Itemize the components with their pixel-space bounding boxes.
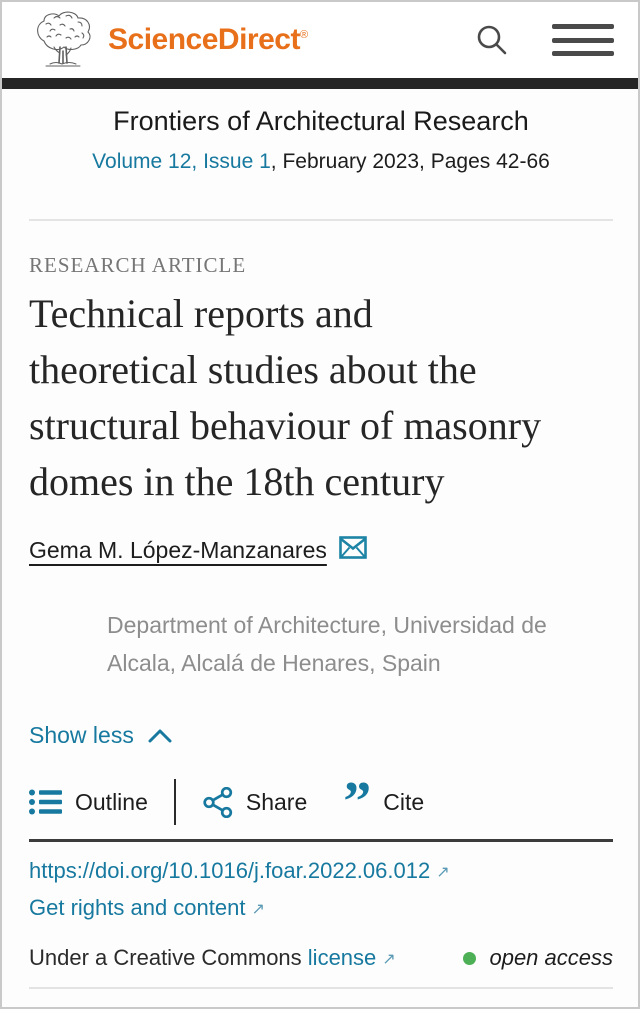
toolbar-divider bbox=[174, 779, 176, 825]
external-link-icon: ↗ bbox=[382, 949, 396, 968]
author-affiliation bbox=[107, 606, 587, 682]
affiliation-line: Department of Architecture, Universidad de bbox=[107, 612, 547, 638]
site-header bbox=[2, 2, 638, 78]
menu-icon[interactable] bbox=[552, 23, 614, 57]
registered-mark: ® bbox=[299, 29, 308, 41]
article-title-line: theoretical studies about the bbox=[29, 347, 477, 392]
license-text bbox=[29, 945, 396, 971]
affiliation-line: Alcala, Alcalá de Henares, Spain bbox=[107, 650, 441, 676]
author-link[interactable]: Gema M. López-Manzanares bbox=[29, 536, 327, 563]
license-link[interactable]: license bbox=[307, 945, 377, 970]
cite-label: Cite bbox=[383, 788, 425, 815]
article-toolbar bbox=[29, 771, 613, 833]
open-access-dot-icon bbox=[463, 952, 476, 965]
share-label: Share bbox=[245, 788, 308, 815]
search-icon[interactable] bbox=[474, 22, 510, 58]
email-icon[interactable] bbox=[339, 536, 367, 564]
doi-link[interactable]: https://doi.org/10.1016/j.foar.2022.06.012 bbox=[29, 858, 431, 883]
article-title-line: structural behaviour of masonry bbox=[29, 403, 542, 448]
article-main bbox=[2, 89, 638, 989]
content-divider-dark bbox=[29, 839, 613, 842]
chevron-up-icon bbox=[148, 729, 172, 743]
cite-button[interactable] bbox=[343, 771, 425, 833]
outline-button[interactable] bbox=[29, 788, 148, 816]
journal-title[interactable]: Frontiers of Architectural Research bbox=[113, 106, 529, 136]
section-divider bbox=[29, 219, 613, 221]
brand-text: ScienceDirect bbox=[108, 23, 300, 56]
rights-link[interactable]: Get rights and content bbox=[29, 895, 246, 920]
show-less-label: Show less bbox=[29, 722, 134, 748]
external-link-icon: ↗ bbox=[436, 862, 450, 881]
rights-line bbox=[29, 895, 613, 923]
author-row bbox=[29, 536, 613, 564]
external-link-icon: ↗ bbox=[251, 899, 265, 918]
issue-line bbox=[29, 149, 613, 175]
menu-bar bbox=[552, 38, 614, 43]
license-row bbox=[29, 945, 613, 971]
issue-date-pages: , February 2023, Pages 42-66 bbox=[270, 150, 550, 173]
bottom-divider bbox=[29, 987, 613, 989]
brand-wordmark[interactable] bbox=[108, 23, 308, 57]
header-divider-bar bbox=[2, 78, 638, 89]
article-title-line: Technical reports and bbox=[29, 291, 373, 336]
article-type-label: RESEARCH ARTICLE bbox=[29, 253, 247, 277]
open-access-label: open access bbox=[489, 945, 613, 970]
outline-list-icon bbox=[29, 788, 62, 816]
journal-head bbox=[29, 89, 613, 175]
outline-label: Outline bbox=[75, 788, 148, 815]
article-title bbox=[29, 286, 613, 510]
doi-line bbox=[29, 858, 613, 886]
share-icon bbox=[203, 787, 233, 818]
volume-issue-link[interactable]: Volume 12, Issue 1 bbox=[92, 150, 271, 173]
cite-quote-icon: ” bbox=[343, 771, 372, 833]
share-button[interactable] bbox=[203, 787, 307, 818]
menu-bar bbox=[552, 24, 614, 29]
elsevier-tree-logo[interactable] bbox=[32, 11, 94, 69]
open-access-badge bbox=[463, 945, 613, 971]
license-prefix: Under a Creative Commons bbox=[29, 945, 302, 970]
article-title-line: domes in the 18th century bbox=[29, 459, 445, 504]
show-less-toggle[interactable] bbox=[29, 722, 172, 749]
menu-bar bbox=[552, 51, 614, 56]
